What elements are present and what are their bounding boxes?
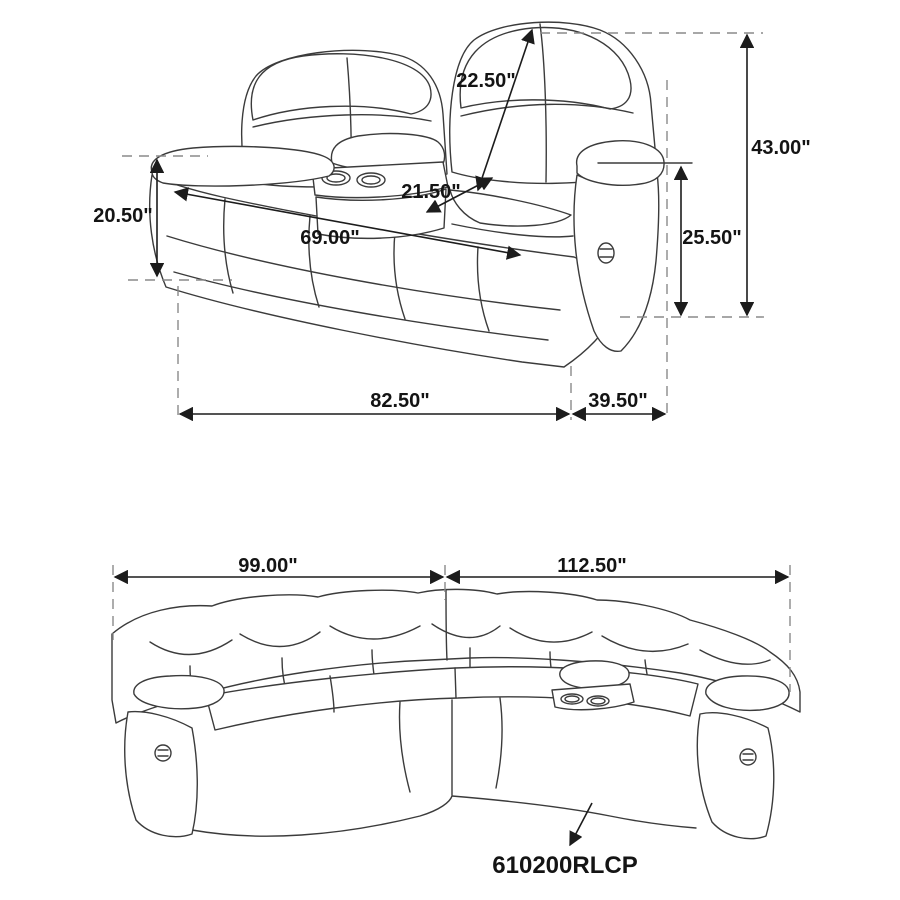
dim-seat-to-floor [93,160,157,276]
dim-seat-width-label: 69.00" [300,227,360,249]
sectional-left-arm [134,676,224,709]
dim-left-side-width-label: 99.00" [238,555,298,577]
dim-seat-depth-label: 21.50" [401,181,461,203]
sectional-right-recliner [697,713,773,839]
dim-seat-to-floor-label: 20.50" [93,205,153,227]
dim-overall-height [747,35,811,315]
dim-arm-height [681,167,742,315]
model-callout [492,803,637,879]
dim-right-side-width-label: 112.50" [557,555,627,577]
dim-overall-width [180,390,569,414]
sectional-right-arm [706,676,789,710]
dim-overall-depth-label: 39.50" [588,390,648,412]
power-button-icon-left [155,745,171,761]
dim-overall-height-label: 43.00" [751,137,811,159]
dim-overall-depth [573,390,665,414]
dim-right-side-width [447,555,788,577]
dim-arm-height-label: 25.50" [682,227,742,249]
sectional-left-recliner [125,712,198,837]
model-number-label: 610200RLCP [492,852,638,879]
dim-left-side-width [115,555,443,577]
sectional-line-art [112,589,800,838]
loveseat-left-arm [151,146,334,186]
loveseat-right-seat [450,190,571,226]
dim-overall-width-label: 82.50" [370,390,430,412]
dim-back-cushion-height-label: 22.50" [456,70,516,92]
power-button-icon [598,243,614,263]
power-button-icon-right [740,749,756,765]
